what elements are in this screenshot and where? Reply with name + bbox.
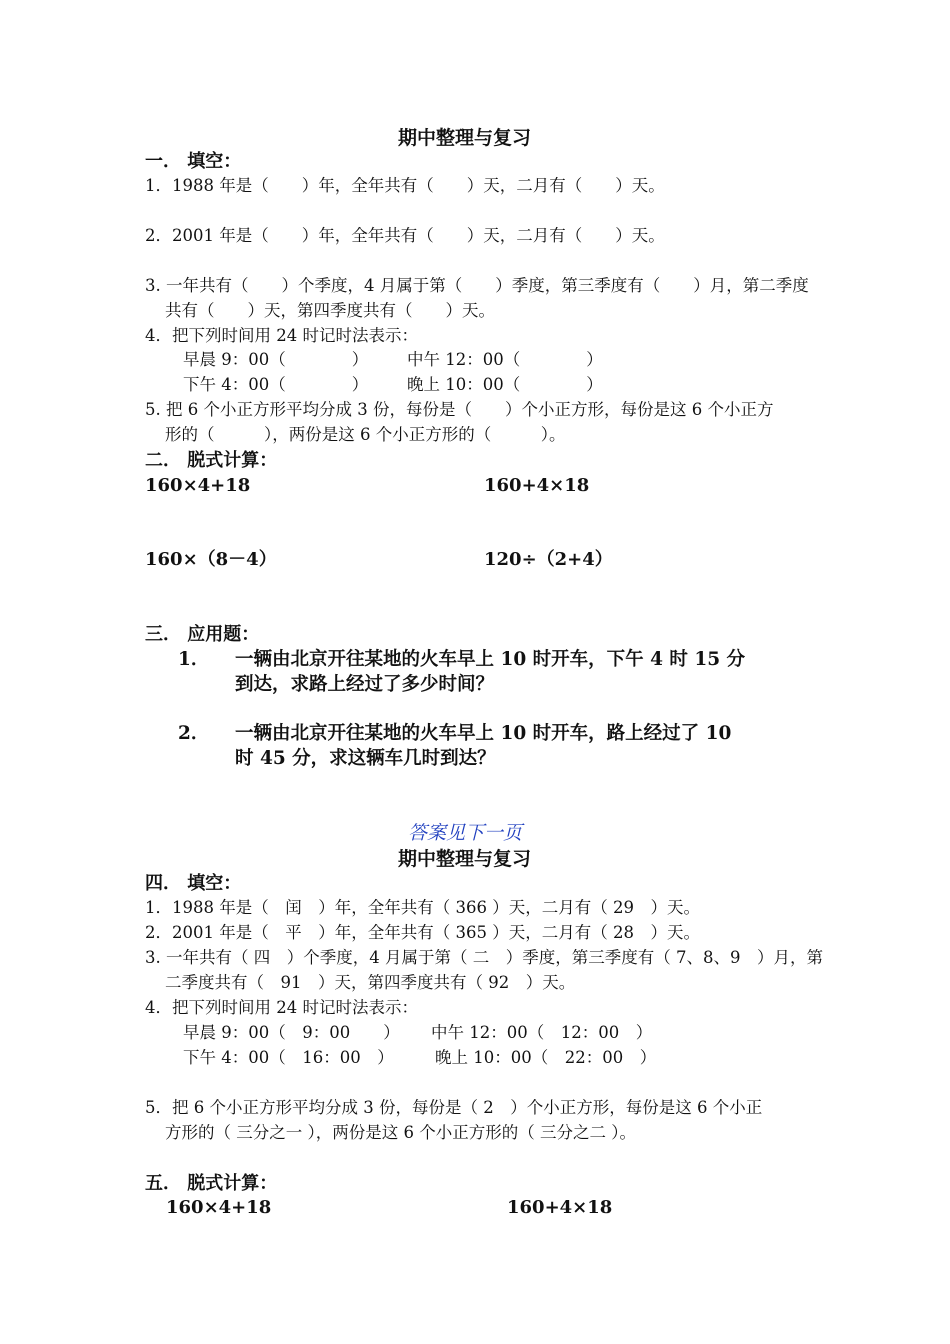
answer-4-morning: 早晨 9：00（ 9：00 ）	[183, 1023, 400, 1042]
answer-5-line-1: 5．把 6 个小正方形平均分成 3 份，每份是（ 2 ）个小正方形，每份是这 6 个小正	[145, 1098, 763, 1117]
answer-4-evening: 晚上 10：00（ 22：00 ）	[435, 1048, 657, 1067]
answers-next-page-note: 答案见下一页	[408, 822, 523, 844]
problem-1-line-2: 到达，求路上经过了多少时间？	[235, 674, 495, 695]
question-3-line-1: 3. 一年共有（ ）个季度，4 月属于第（ ）季度，第三季度有（ ）月，第二季度	[145, 276, 809, 295]
calc-item-1: 160×4+18	[145, 475, 251, 496]
answers-fill-blank-heading: 四． 填空：	[145, 873, 242, 894]
answer-4-intro: 4．把下列时间用 24 时记时法表示：	[145, 998, 418, 1017]
question-1: 1．1988 年是（ ）年，全年共有（ ）天，二月有（ ）天。	[145, 176, 665, 195]
question-5-line-1: 5. 把 6 个小正方形平均分成 3 份，每份是（ ）个小正方形，每份是这 6 个小正方	[145, 400, 774, 419]
calc-item-2: 160+4×18	[484, 475, 590, 496]
answer-1: 1．1988 年是（ 闰 ）年，全年共有（ 366 ）天，二月有（ 29 ）天。	[145, 898, 700, 917]
answer-4-noon: 中午 12：00（ 12：00 ）	[431, 1023, 653, 1042]
answer-5-line-2: 方形的（ 三分之一 ），两份是这 6 个小正方形的（ 三分之二 ）。	[165, 1123, 636, 1142]
question-4-evening: 晚上 10：00（ ）	[407, 375, 603, 394]
problem-2-line-2: 时 45 分，求这辆车几时到达？	[235, 748, 496, 769]
answers-calculation-heading: 五． 脱式计算：	[145, 1173, 278, 1194]
question-5-line-2: 形的（ ），两份是这 6 个小正方形的（ ）。	[165, 425, 566, 444]
answer-3-line-1: 3. 一年共有（ 四 ）个季度，4 月属于第（ 二 ）季度，第三季度有（ 7、8、9 ）月，第	[145, 948, 823, 967]
question-4-noon: 中午 12：00（ ）	[407, 350, 603, 369]
question-2: 2．2001 年是（ ）年，全年共有（ ）天，二月有（ ）天。	[145, 226, 665, 245]
problem-2-line-1: 一辆由北京开往某地的火车早上 10 时开车，路上经过了 10	[235, 723, 732, 744]
answers-title: 期中整理与复习	[398, 848, 532, 870]
question-4-afternoon: 下午 4：00（ ）	[183, 375, 369, 394]
problem-1-number: 1．	[178, 649, 210, 670]
answers-calc-item-2: 160+4×18	[507, 1197, 613, 1218]
question-4-morning: 早晨 9：00（ ）	[183, 350, 369, 369]
section-calculation-heading: 二． 脱式计算：	[145, 450, 278, 471]
problem-1-line-1: 一辆由北京开往某地的火车早上 10 时开车，下午 4 时 15 分	[235, 649, 746, 670]
page-title: 期中整理与复习	[398, 127, 532, 149]
answer-4-afternoon: 下午 4：00（ 16：00 ）	[183, 1048, 394, 1067]
question-3-line-2: 共有（ ）天，第四季度共有（ ）天。	[165, 301, 495, 320]
calc-item-3: 160×（8－4）	[145, 549, 277, 570]
answer-3-line-2: 二季度共有（ 91 ）天，第四季度共有（ 92 ）天。	[165, 973, 576, 992]
question-4-intro: 4．把下列时间用 24 时记时法表示：	[145, 326, 418, 345]
section-fill-blank-heading: 一． 填空：	[145, 151, 242, 172]
answer-2: 2．2001 年是（ 平 ）年，全年共有（ 365 ）天，二月有（ 28 ）天。	[145, 923, 700, 942]
calc-item-4: 120÷（2+4）	[484, 549, 613, 570]
problem-2-number: 2．	[178, 723, 210, 744]
section-word-problems-heading: 三． 应用题：	[145, 624, 260, 645]
answers-calc-item-1: 160×4+18	[166, 1197, 272, 1218]
